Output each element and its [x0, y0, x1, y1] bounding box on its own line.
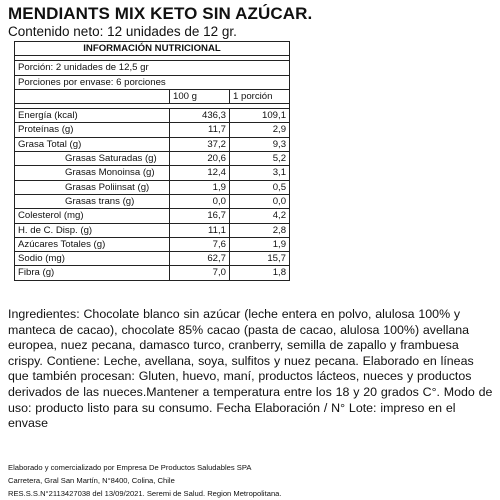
value-portion: 5,2	[230, 152, 290, 166]
column-header-portion: 1 porción	[230, 89, 290, 103]
portion-size: Porción: 2 unidades de 12,5 gr	[15, 61, 290, 75]
nutrient-label: Grasa Total (g)	[15, 137, 170, 151]
table-row	[15, 137, 290, 151]
table-row	[15, 237, 290, 251]
value-portion: 15,7	[230, 252, 290, 266]
value-portion: 109,1	[230, 109, 290, 123]
nutrient-label: Colesterol (mg)	[15, 209, 170, 223]
value-portion: 0,5	[230, 180, 290, 194]
value-100g: 37,2	[170, 137, 230, 151]
table-row	[15, 123, 290, 137]
manufacturer-line: Elaborado y comercializado por Empresa De Productos Saludables SPA	[8, 463, 252, 472]
resolution-line: RES.S.S.N°2113427038 del 13/09/2021. Seremi de Salud. Region Metropolitana.	[8, 489, 282, 498]
table-row	[15, 194, 290, 208]
value-100g: 7,6	[170, 237, 230, 251]
table-row	[15, 152, 290, 166]
table-row	[15, 266, 290, 280]
value-portion: 0,0	[230, 194, 290, 208]
net-content: Contenido neto: 12 unidades de 12 gr.	[8, 24, 237, 39]
value-100g: 16,7	[170, 209, 230, 223]
value-portion: 1,9	[230, 237, 290, 251]
table-row	[15, 166, 290, 180]
value-100g: 11,1	[170, 223, 230, 237]
nutrient-label: Grasas Saturadas (g)	[15, 152, 170, 166]
nutrient-label: Grasas Poliinsat (g)	[15, 180, 170, 194]
value-100g: 436,3	[170, 109, 230, 123]
value-100g: 62,7	[170, 252, 230, 266]
nutrient-label: H. de C. Disp. (g)	[15, 223, 170, 237]
nutrition-header: INFORMACIÓN NUTRICIONAL	[15, 42, 290, 56]
ingredients-text: Ingredientes: Chocolate blanco sin azúcar (leche entera en polvo, alulosa 100% y manteca de cacao), chocolate 85% cacao (pasta de cacao, alulosa 100%) avellana europea, nuez pecana, damasco turco, cranberry, semilla de zapallo y frambuesa crispy. Contiene: Leche, avellana, soya, sulfitos y nuez pecana. Elaborado en líneas que también procesan: Gluten, huevo, maní, productos lácteos, nueces y productos derivados de las nueces.Mantener a temperatura entre los 18 y 20 grados C°. Modo de uso: producto listo para su consumo. Fecha Elaboración / N° Lote: impreso en el envase	[8, 307, 493, 431]
value-portion: 2,9	[230, 123, 290, 137]
value-portion: 1,8	[230, 266, 290, 280]
column-header-100g: 100 g	[170, 89, 230, 103]
table-row	[15, 109, 290, 123]
address-line: Carretera, Gral San Martín, N°8400, Colina, Chile	[8, 476, 175, 485]
nutrient-label: Proteínas (g)	[15, 123, 170, 137]
nutrient-label: Grasas trans (g)	[15, 194, 170, 208]
value-100g: 11,7	[170, 123, 230, 137]
table-row	[15, 223, 290, 237]
nutrient-label: Fibra (g)	[15, 266, 170, 280]
value-portion: 3,1	[230, 166, 290, 180]
table-row	[15, 180, 290, 194]
nutrient-label: Sodio (mg)	[15, 252, 170, 266]
table-row	[15, 252, 290, 266]
value-100g: 7,0	[170, 266, 230, 280]
product-title: MENDIANTS MIX KETO SIN AZÚCAR.	[8, 4, 313, 23]
value-100g: 1,9	[170, 180, 230, 194]
column-header-empty	[15, 89, 170, 103]
portions-per-pack: Porciones por envase: 6 porciones	[15, 75, 290, 89]
nutrient-label: Grasas Monoinsa (g)	[15, 166, 170, 180]
value-portion: 9,3	[230, 137, 290, 151]
value-portion: 2,8	[230, 223, 290, 237]
value-100g: 12,4	[170, 166, 230, 180]
value-100g: 20,6	[170, 152, 230, 166]
nutrient-label: Azúcares Totales (g)	[15, 237, 170, 251]
value-100g: 0,0	[170, 194, 230, 208]
table-row	[15, 209, 290, 223]
nutrient-label: Energía (kcal)	[15, 109, 170, 123]
value-portion: 4,2	[230, 209, 290, 223]
nutrition-table	[14, 41, 290, 281]
